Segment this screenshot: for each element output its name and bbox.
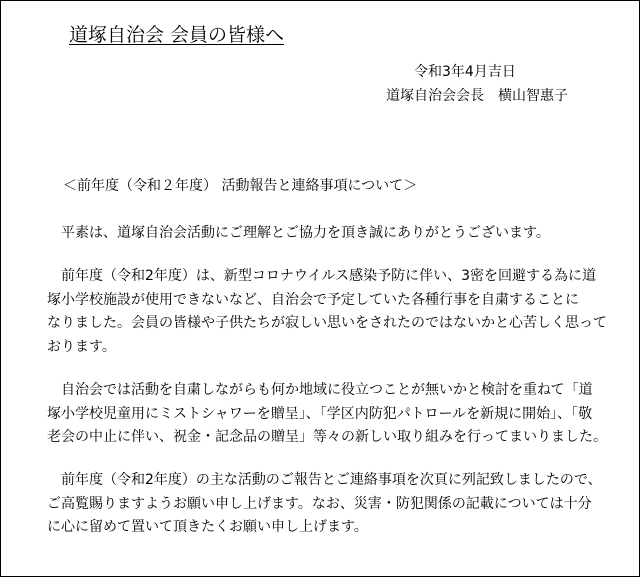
paragraph-line: 塚小学校児童用にミストシャワーを贈呈」、「学区内防犯パトロールを新規に開始」、「敬 (47, 405, 593, 422)
paragraph-line: 自治会では活動を自粛しながらも何か地域に役立つことが無いかと検討を重ねて「道 (47, 382, 593, 398)
paragraph-line: に心に留めて置いて頂きたくお願い申し上げます。 (47, 519, 368, 535)
paragraph-line: 塚小学校施設が使用できないなど、自治会で予定していた各種行事を自粛することに (47, 291, 579, 308)
paragraph-line: 平素は、道塚自治会活動にご理解とご協力を頂き誠にありがとうございます。 (47, 225, 550, 241)
paragraph-closing (47, 469, 607, 540)
document-date: 令和3年4月吉日 (414, 64, 516, 80)
paragraph-greeting (47, 222, 607, 246)
paragraph-line: ご高覧賜りますようお願い申し上げます。なお、災害・防犯関係の記載については十分 (47, 495, 592, 512)
paragraph-line: なりました。会員の皆様や子供たちが寂しい思いをされたのではないかと心苦しく思って (47, 315, 607, 331)
paragraph-covid-impact (47, 265, 607, 359)
paragraph-line: 前年度（令和2年度）は、新型コロナウイルス感染予防に伴い、3密を回避する為に道 (47, 268, 596, 284)
paragraph-new-initiatives (47, 379, 607, 450)
paragraph-line: おります。 (47, 338, 116, 355)
document-title: 道塚自治会 会員の皆様へ (69, 24, 285, 46)
section-heading: ＜前年度（令和２年度） 活動報告と連絡事項について＞ (63, 178, 418, 194)
paragraph-line: 前年度（令和2年度）の主な活動のご報告とご連絡事項を次頁に列記致しましたので、 (47, 472, 602, 488)
paragraph-line: 老会の中止に伴い、祝金・記念品の贈呈」等々の新しい取り組みを行ってまいりました。 (47, 429, 607, 445)
document-author: 道塚自治会会長 横山智惠子 (386, 88, 568, 104)
